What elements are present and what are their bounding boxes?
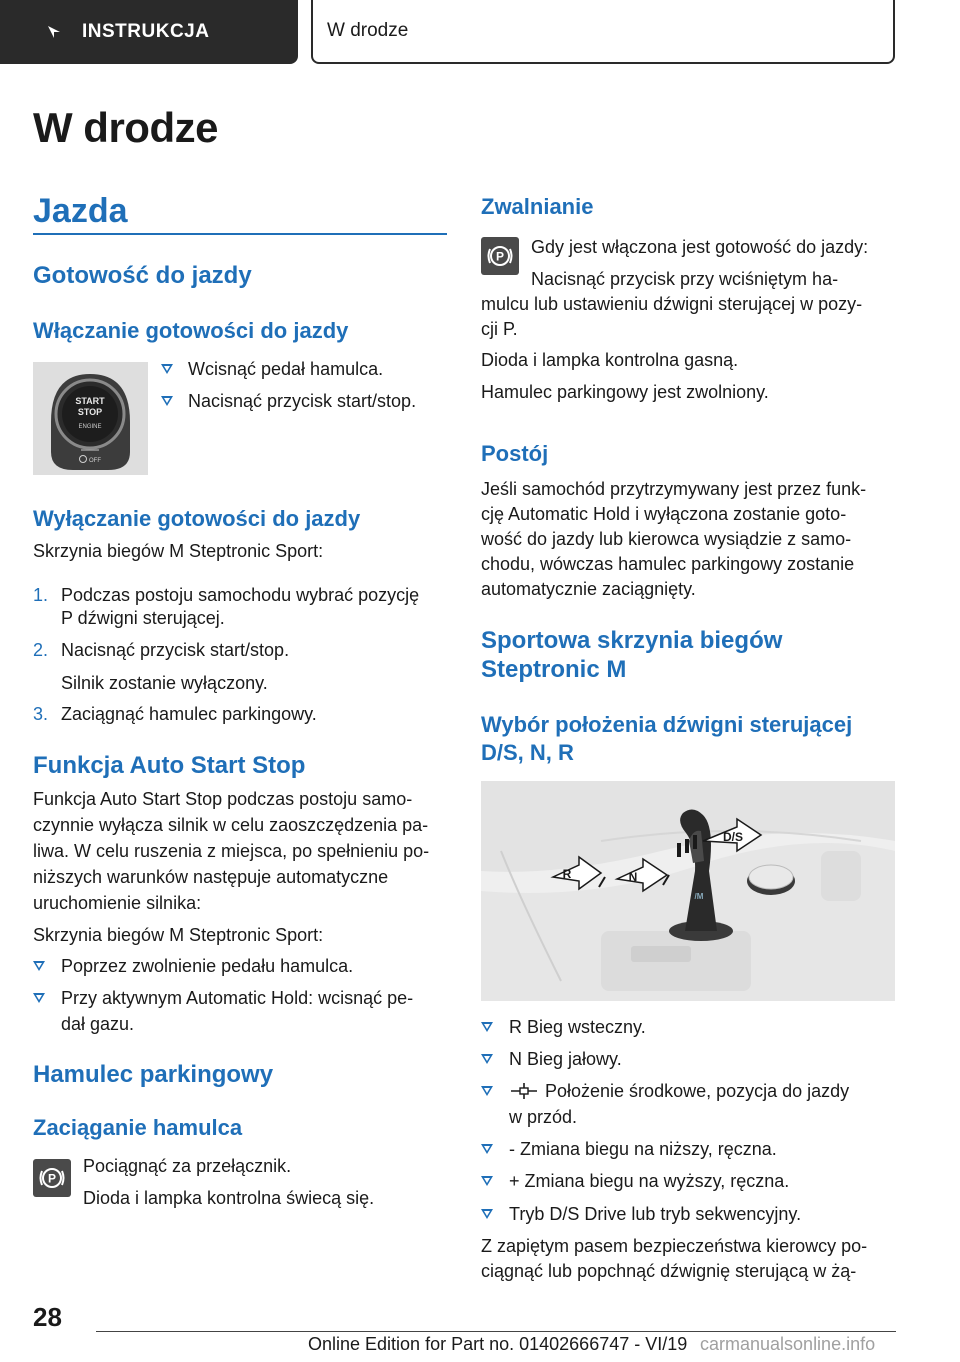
step-text: Nacisnąć przycisk start/stop. <box>61 640 290 660</box>
wylaczanie-intro: Skrzynia biegów M Steptronic Sport: <box>33 541 324 561</box>
parking-brake-glyph <box>37 1163 67 1193</box>
step-number: 2. <box>33 640 49 660</box>
paragraph-line: chodu, wówczas hamulec parkingowy zostanie <box>481 554 855 574</box>
heading-gotowosc: Gotowość do jazdy <box>33 262 252 289</box>
sparkle-icon <box>46 24 62 40</box>
heading-rule <box>33 233 447 235</box>
paragraph-line: uruchomienie silnika: <box>33 893 202 913</box>
off-text: OFF <box>89 458 101 464</box>
zwalnianie-line: cji P. <box>481 319 518 339</box>
heading-sportowa-2: Steptronic M <box>481 656 627 683</box>
paragraph-line: Funkcja Auto Start Stop podczas postoju samo- <box>33 789 413 809</box>
heading-wylaczanie: Wyłączanie gotowości do jazdy <box>33 506 361 531</box>
paragraph-line: ciągnąć lub popchnąć dźwignię sterującą w żą- <box>481 1261 857 1281</box>
heading-sportowa: Sportowa skrzynia biegów <box>481 627 783 654</box>
gear-selector-image <box>481 781 895 1001</box>
breadcrumb[interactable] <box>311 0 895 64</box>
start-stop-drawing <box>33 362 148 475</box>
svg-text:P: P <box>495 249 505 264</box>
zaciaganie-line: Pociągnąć za przełącznik. <box>83 1156 292 1176</box>
gear-label-r: R <box>562 867 572 881</box>
heading-postoj: Postój <box>481 441 549 466</box>
gear-label-ds: D/S <box>722 830 744 844</box>
paragraph-line: niższych warunków następuje automatyczne <box>33 867 389 887</box>
zwalnianie-p2: Dioda i lampka kontrolna gasną. <box>481 350 739 370</box>
bullet-triangle-icon <box>481 1144 493 1154</box>
footer-divider <box>96 1331 896 1332</box>
stop-text: STOP <box>77 407 103 417</box>
watermark-text: carmanualsonline.info <box>700 1334 876 1354</box>
parking-brake-icon <box>481 237 519 275</box>
page-number: 28 <box>33 1302 62 1332</box>
paragraph-line: liwa. W celu ruszenia z miejsca, po spełnieniu po- <box>33 841 430 861</box>
zaciaganie-line: Dioda i lampka kontrolna świecą się. <box>83 1188 375 1208</box>
step-text: Silnik zostanie wyłączony. <box>61 673 268 693</box>
bullet-triangle-icon <box>481 1176 493 1186</box>
manual-tab[interactable] <box>0 0 298 64</box>
edition-text: Online Edition for Part no. 01402666747 - VI/19 <box>308 1334 688 1354</box>
bullet-triangle-icon <box>481 1086 493 1096</box>
heading-wybor: Wybór położenia dźwigni sterującej <box>481 712 853 737</box>
step-number: 3. <box>33 704 49 724</box>
svg-text:P: P <box>47 1171 57 1186</box>
page-title: W drodze <box>33 104 218 151</box>
heading-wlaczanie: Włączanie gotowości do jazdy <box>33 318 349 343</box>
step-text: P dźwigni sterującej. <box>61 608 225 628</box>
step-text: Zaciągnąć hamulec parkingowy. <box>61 704 317 724</box>
heading-auto-start-stop: Funkcja Auto Start Stop <box>33 752 306 779</box>
paragraph-line: Z zapiętym pasem bezpieczeństwa kierowcy po- <box>481 1236 868 1256</box>
bullet-triangle-icon <box>33 993 45 1003</box>
heading-zaciaganie: Zaciąganie hamulca <box>33 1115 243 1140</box>
heading-hamulec: Hamulec parkingowy <box>33 1061 274 1088</box>
paragraph-line: automatycznie zaciągnięty. <box>481 579 696 599</box>
heading-jazda: Jazda <box>33 192 128 230</box>
start-text: START <box>75 396 105 406</box>
parking-brake-glyph <box>485 241 515 271</box>
gear-label-n: N <box>628 870 638 884</box>
zwalnianie-line: Gdy jest włączona jest gotowość do jazdy: <box>531 237 869 257</box>
zwalnianie-line: mulcu lub ustawieniu dźwigni sterującej w pozy- <box>481 294 863 314</box>
step-number: 1. <box>33 585 49 605</box>
bullet-triangle-icon <box>481 1022 493 1032</box>
manual-tab-label: INSTRUKCJA <box>82 21 210 42</box>
center-position-icon <box>509 1081 539 1101</box>
paragraph-line: czynnie wyłącza silnik w celu zaoszczędzenia pa- <box>33 815 429 835</box>
parking-brake-icon <box>33 1159 71 1197</box>
step-text: Podczas postoju samochodu wybrać pozycję <box>61 585 420 605</box>
bullet-triangle-icon <box>481 1209 493 1219</box>
zwalnianie-p3: Hamulec parkingowy jest zwolniony. <box>481 382 769 402</box>
breadcrumb-label: W drodze <box>327 20 409 41</box>
start-stop-button-image <box>33 362 148 475</box>
zwalnianie-line: Nacisnąć przycisk przy wciśniętym ha- <box>531 269 839 289</box>
paragraph-line: cję Automatic Hold i wyłączona zostanie goto- <box>481 504 847 524</box>
bullet-triangle-icon <box>161 364 173 374</box>
auto-start-intro: Skrzynia biegów M Steptronic Sport: <box>33 925 324 945</box>
bullet-triangle-icon <box>33 961 45 971</box>
paragraph-line: wość do jazdy lub kierowca wysiądzie z samo- <box>481 529 852 549</box>
paragraph-line: Jeśli samochód przytrzymywany jest przez funk- <box>481 479 867 499</box>
heading-wybor-2: D/S, N, R <box>481 740 574 765</box>
bullet-triangle-icon <box>481 1054 493 1064</box>
bullet-triangle-icon <box>161 396 173 406</box>
engine-text: ENGINE <box>78 424 102 430</box>
heading-zwalnianie: Zwalnianie <box>481 194 594 219</box>
svg-text:/M: /M <box>694 892 704 901</box>
gear-selector-drawing <box>481 781 895 1001</box>
